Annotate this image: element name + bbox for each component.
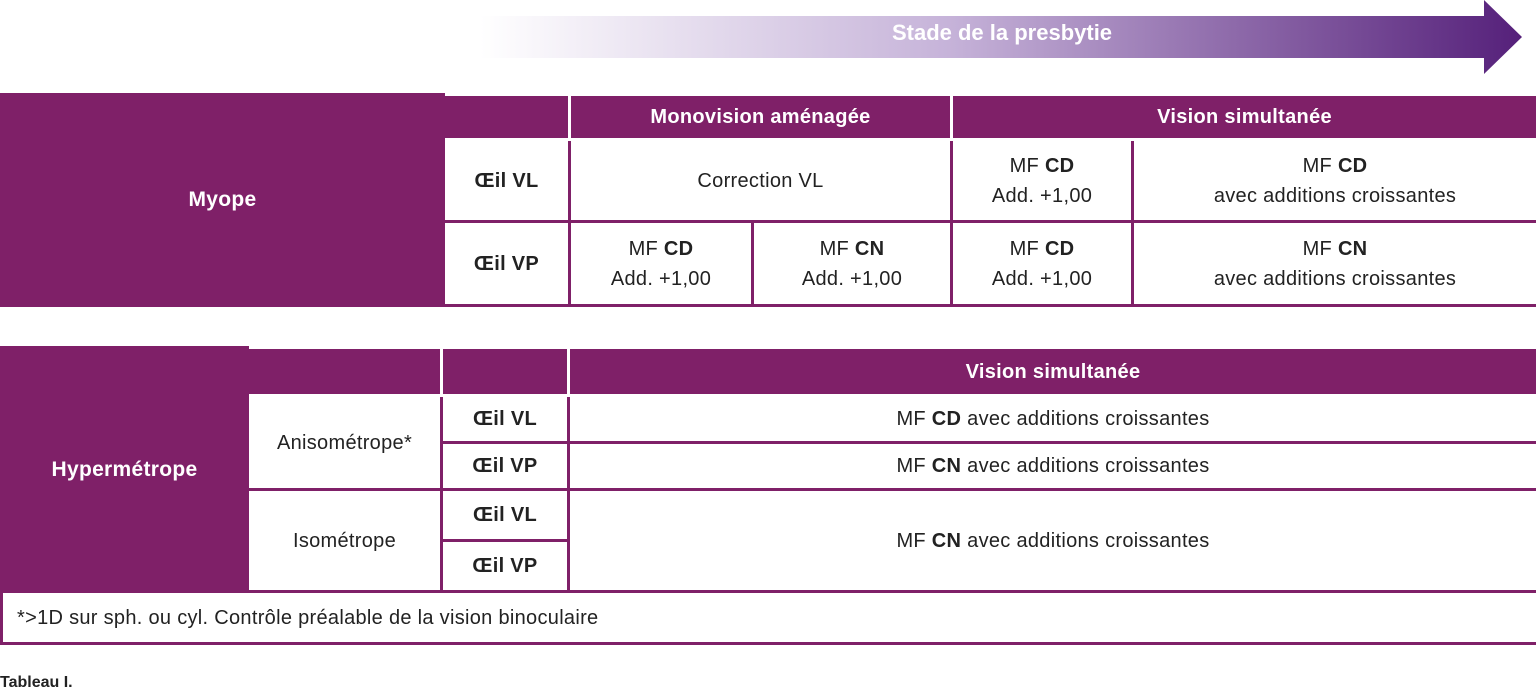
eye-vp-label: Œil VP: [442, 443, 569, 490]
header-vision-simultanee: Vision simultanée: [569, 348, 1536, 396]
anisometrope-label: Anisométrope*: [248, 396, 442, 490]
isometrope-label: Isométrope: [248, 490, 442, 592]
myope-vp-vs2-cell: MF CN avec additions croissantes: [1133, 222, 1536, 306]
iso-cell: MF CN avec additions croissantes: [569, 490, 1536, 592]
footnote: *>1D sur sph. ou cyl. Contrôle préalable de la vision binoculaire: [2, 592, 1536, 644]
aniso-vp-cell: MF CN avec additions croissantes: [569, 443, 1536, 490]
eye-vl-label: Œil VL: [442, 396, 569, 443]
correction-vl-cell: Correction VL: [570, 140, 952, 222]
eye-vp-label: Œil VP: [444, 222, 570, 306]
myope-vp-mono-b-cell: MF CN Add. +1,00: [753, 222, 952, 306]
header-vision-simultanee: Vision simultanée: [952, 95, 1536, 140]
presbyopia-stage-arrow: [0, 0, 1536, 78]
table-caption: Tableau I.: [0, 674, 73, 692]
aniso-vl-cell: MF CD avec additions croissantes: [569, 396, 1536, 443]
hypermetrope-label: Hypermétrope: [2, 348, 248, 592]
eye-vl-label: Œil VL: [444, 140, 570, 222]
header-monovision: Monovision aménagée: [570, 95, 952, 140]
eye-vl-label: Œil VL: [442, 490, 569, 541]
arrow-title: Stade de la presbytie: [862, 20, 1142, 46]
header-empty-cell: [248, 348, 442, 396]
myope-vp-vs1-cell: MF CD Add. +1,00: [952, 222, 1133, 306]
hypermetrope-table: [0, 346, 1536, 645]
header-empty-cell: [442, 348, 569, 396]
myope-vp-mono-a-cell: MF CD Add. +1,00: [570, 222, 753, 306]
header-empty-cell: [444, 95, 570, 140]
eye-vp-label: Œil VP: [442, 541, 569, 592]
myope-label: Myope: [2, 95, 444, 306]
myope-vl-vs1-cell: MF CD Add. +1,00: [952, 140, 1133, 222]
myope-table: [0, 93, 1536, 307]
myope-vl-vs2-cell: MF CD avec additions croissantes: [1133, 140, 1536, 222]
